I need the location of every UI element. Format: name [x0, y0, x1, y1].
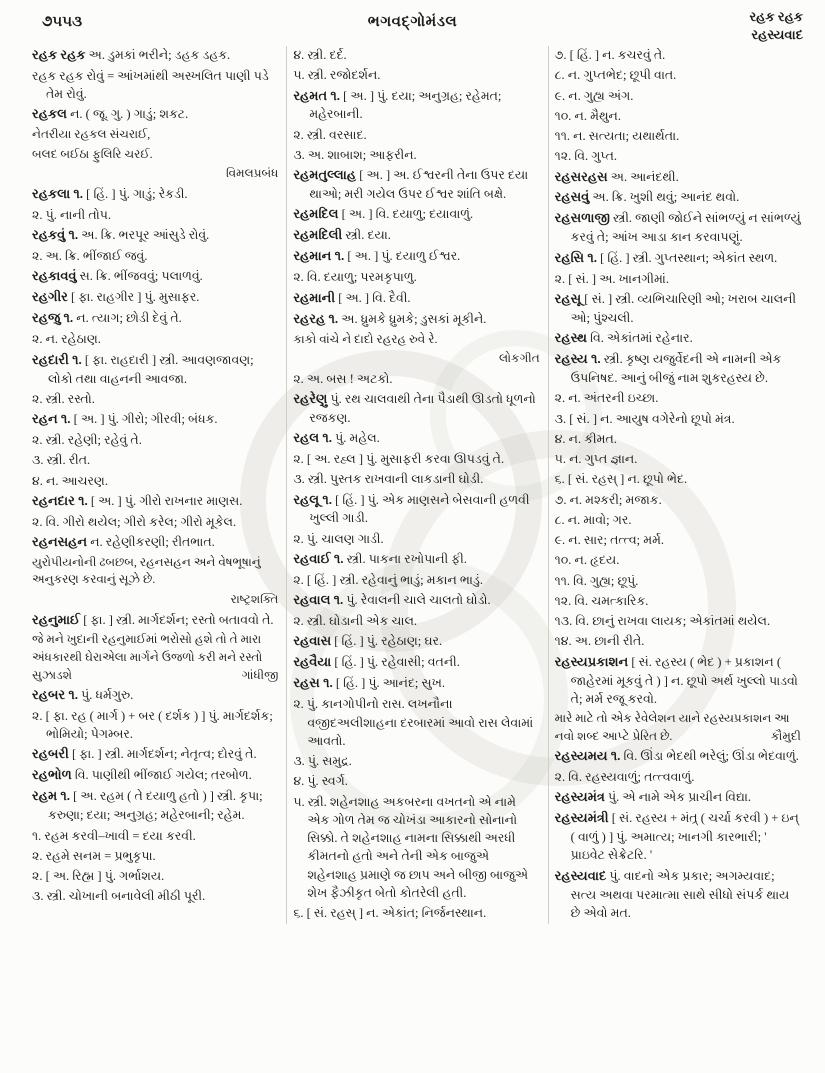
- dictionary-entry: રહગીર [ ફા. રાહગીર ] પું. મુસાફર.: [32, 289, 200, 305]
- entry-line: ૨. અ. બસ ! અટકો.: [293, 371, 393, 386]
- dictionary-entry: રહસ્યમય ૧. વિ. ઊંડા ભેદથી ભરેલું; ઊંડા ભેદવાળું.: [554, 748, 799, 764]
- headword: રહસ્યમંત્રી: [554, 810, 609, 826]
- running-head: [749, 8, 803, 43]
- headword: રહસ્ય ૧.: [554, 351, 601, 367]
- entry-line: ૨. [ અ. રિહ્મ ] પું. ગર્ભાશય.: [32, 869, 165, 884]
- dictionary-entry: રહસ્યમંત્ર પું. એ નામે એક પ્રાચીન વિદ્યા.: [554, 789, 752, 805]
- entry-line: ૩. સ્ત્રી. ચોખાની બનાવેલી મીઠી પૂરી.: [32, 889, 206, 904]
- dictionary-entry: રહભોળ વિ. પાણીથી ભીંજાઈ ગયેલ; તરબોળ.: [32, 767, 252, 783]
- headword: રહકલા ૧.: [32, 185, 84, 201]
- dictionary-entry: રહસૂ [ સં. ] સ્ત્રી. વ્યભિચારિણી ઓ; ખરાબ ચાલની ઓ; પુંશ્ચલી.: [554, 290, 797, 325]
- headword: રહભોળ: [32, 767, 72, 783]
- headword: રહસ્યપ્રકાશન: [554, 653, 629, 669]
- dictionary-entry: રહસ્થ વિ. એકાંતમાં રહેનાર.: [554, 330, 693, 346]
- column-3: [548, 46, 809, 924]
- dictionary-entry: રહલ ૧. પું. મહેલ.: [293, 430, 380, 446]
- headword: રહસિ ૧.: [554, 249, 597, 265]
- citation: રાષ્ટ્રશક્તિ: [230, 591, 279, 606]
- headword: રહસ્યવાદ: [554, 867, 607, 883]
- entry-line: ૨. રહમે સનમ = પ્રભુકૃપા.: [32, 848, 156, 863]
- entry-line: ૭. [ હિં. ] ન. કચરવું તે.: [554, 48, 666, 62]
- dictionary-entry: રહસ્યપ્રકાશન [ સં. રહસ્ય ( ભેદ ) + પ્રકાશન ( જાહેરમાં મૂકવું તે ) ] ન. છૂપો અર્થ ખુલ્લો પાડવો તે; મર્મ રજૂ કરવો.: [554, 653, 798, 706]
- dictionary-entry: રહન ૧. [ અ. ] પું. ગીરો; ગીરવી; બંધક.: [32, 411, 218, 427]
- entry-line: ૬. [ સં. રહસ્ ] ન. એકાંત; નિર્જનસ્થાન.: [293, 906, 487, 921]
- entry-line: ૧૧. ન. સત્યતા; યથાર્થતા.: [554, 129, 680, 143]
- entry-line: ૨. [ હિં. ] સ્ત્રી. રહેવાનું ભાડું; મકાન ભાડું.: [293, 572, 483, 587]
- entry-line: ૧૧. વિ. ગુહ્ય; છૂપું.: [554, 573, 639, 588]
- headword: રહનદાર ૧.: [32, 492, 88, 508]
- citation: કૌમુદી: [770, 728, 801, 743]
- headword: રહસ્યમય ૧.: [554, 748, 621, 764]
- entry-line: ૨. ન. રહેઠાણ.: [32, 332, 101, 347]
- dictionary-entry: રહસિ ૧. [ હિં. ] સ્ત્રી. ગુપ્તસ્થાન; એકાંત સ્થળ.: [554, 249, 778, 265]
- entry-line: ૨. [ સં. ] અ. ખાનગીમાં.: [554, 271, 669, 286]
- entry-line: ૫. સ્ત્રી. રજોદર્શન.: [293, 68, 381, 83]
- entry-line: ૨. પું. કાનગોપીનો રાસ. લખનૌના વજીદઅલીશાહના દરબારમાં આવો રાસ લેવામાં આવતો.: [293, 697, 534, 748]
- dictionary-entry: રહવાસ [ હિં. ] પું. રહેઠાણ; ઘર.: [293, 633, 443, 649]
- headword: રહમતુલ્લાહ: [293, 167, 357, 183]
- dictionary-entry: રહકવું ૧. અ. ક્રિ. ભરપૂર આંસુડે રોવું.: [32, 227, 210, 243]
- entry-line: ૯. ન. સાર; તત્ત્વ; મર્મ.: [554, 533, 665, 548]
- entry-line: ૪. પું. સ્વર્ગ.: [293, 774, 348, 789]
- headword: રહવાસ: [293, 633, 332, 649]
- entry-line: ૧૨. વિ. ગુપ્ત.: [554, 149, 617, 164]
- headword: રહસ્યમંત્ર: [554, 789, 605, 805]
- page-header: [0, 0, 825, 44]
- headword: રહલ ૧.: [293, 430, 332, 446]
- entry-line: ૨. અ. ક્રિ. ભીંજાઈ જવું.: [32, 249, 148, 264]
- headword: રહસ્થ: [554, 330, 588, 346]
- entry-line: ૪. ન. કીમત.: [554, 431, 617, 446]
- entry-line: ૨. સ્ત્રી. વરસાદ.: [293, 127, 367, 142]
- dictionary-entry: રહવૈયા [ હિં. ] પું. રહેવાસી; વતની.: [293, 654, 460, 670]
- page-number: ૭૫૫૩: [42, 14, 83, 30]
- dictionary-entry: રહસ્યમંત્રી [ સં. રહસ્ય + મંત્ર્ ( ચર્ચા કરવી ) + ઇન્ ( વાળું ) ] પું. અમાત્ય; ખાનગી કારભારી; ' પ્રાઇવેટ સેક્રેટરિ. ': [554, 810, 799, 863]
- entry-line: બલદ બઈઠા ફુલિરિ ચરઈ.: [32, 146, 153, 161]
- headword: રહબરી: [32, 746, 69, 762]
- entry-line: યુરોપીયનોની ઢબછબ, રહનસહન અને વેષભૂષાનું અનુકરણ કરવાનું સૂઝે છે.: [32, 554, 261, 587]
- headword: રહક રહક: [32, 47, 86, 62]
- entry-line: ૧૦. ન. હૃદય.: [554, 553, 620, 568]
- entry-line: ૨. પું. નાની તોપ.: [32, 207, 111, 222]
- dictionary-entry: રહસળાજી સ્ત્રી. જાણી જોઈને સાંભળ્યું ન સાંભળ્યું કરવું તે; આંખ આડા કાન કરવાપણું.: [554, 210, 801, 245]
- headword: રહવૈયા: [293, 654, 332, 670]
- dictionary-entry: રહબરી [ ફા. ] સ્ત્રી. માર્ગદર્શન; નેતૃત્વ; દોરવું તે.: [32, 746, 257, 762]
- headword: રહજુ ૧.: [32, 310, 74, 326]
- running-head-first-word: રહક રહક: [749, 9, 803, 24]
- dictionary-entry: રહમતુલ્લાહ [ અ. ] અ. ઈશ્વરની તેના ઉપર દયા થાઓ; મરી ગયેલ ઉપર ઈશ્વર શાંતિ બક્ષે.: [293, 167, 529, 202]
- citation: વિમલપ્રબંધ: [225, 166, 279, 181]
- dictionary-entry: રહસવું અ. ક્રિ. ખુશી થવું; આનંદ થવો.: [554, 189, 740, 205]
- dictionary-entry: રહકલા ૧. [ હિં. ] પું. ગાડું; રેકડી.: [32, 185, 188, 201]
- headword: રહમદિલ: [293, 206, 339, 222]
- headword: રહકવું ૧.: [32, 227, 79, 243]
- entry-line: મારે માટે તો એક રેવેલેશન યાને રહસ્યપ્રકાશન આ નવો શબ્દ આપ્ટે પ્રેરિત છે. કૌમુદી: [555, 710, 801, 745]
- dictionary-entry: રહજુ ૧. ન. ત્યાગ; છોડી દેવું તે.: [32, 310, 182, 326]
- dictionary-entry: રહમ ૧. [ અ. રહમ ( તે દયાળુ હતો ) ] સ્ત્રી. કૃપા; કરુણા; દયા; અનુગ્રહ; મહેરબાની; રહેમ.: [32, 788, 263, 823]
- headword: રહમદિલી: [293, 227, 343, 243]
- entry-line: ૨. વિ. દયાળુ; પરમકૃપાળુ.: [293, 270, 417, 285]
- column-1: [26, 46, 286, 924]
- entry-line: ૨. પું. ચાલણ ગાડી.: [293, 531, 384, 546]
- entry-line: ૯. ન. ગુહ્ય અંગ.: [554, 88, 634, 103]
- headword: રહસ ૧.: [293, 675, 333, 691]
- entry-line: ૫. ન. ગુપ્ત જ્ઞાન.: [554, 452, 638, 467]
- headword: રહમાની: [293, 289, 336, 305]
- headword: રહમ ૧.: [32, 788, 71, 804]
- dictionary-entry: રહવાઈ ૧. સ્ત્રી. પાકના રખોપાની ફી.: [293, 550, 467, 566]
- entry-line: ૪. ન. આચરણ.: [32, 473, 108, 488]
- book-title: ભગવદ્ગોમંડલ: [367, 14, 458, 30]
- entry-line: ૩. [ સં. ] ન. આયુષ વગેરેનો છૂપો મંત્ર.: [554, 411, 735, 426]
- entry-line: કાકો વાંચે ને દાદો રહરહ રુવે રે.: [293, 331, 438, 346]
- headword: રહબર ૧.: [32, 687, 78, 703]
- headword: રહરહ ૧.: [293, 310, 339, 326]
- entry-line: ૨. [ ફા. રહ ( માર્ગ ) + બર ( દર્શક ) ] પું. માર્ગદર્શક; ભોમિયો; પેગમ્બર.: [32, 708, 273, 742]
- entry-line: ૨. વિ. ગીરો થયેલ; ગીરો કરેલ; ગીરો મૂકેલ.: [32, 514, 237, 529]
- entry-line: ૬. [ સં. રહસ્ ] ન. છૂપો ભેદ.: [554, 472, 688, 487]
- entry-line: ૨. સ્ત્રી. રહેણી; રહેવું તે.: [32, 433, 142, 448]
- citation: ગાંધીજી: [241, 667, 279, 682]
- dictionary-entry: રહમદિલ [ અ. ] વિ. દયાળુ; દયાવાળું.: [293, 206, 474, 222]
- dictionary-entry: રહસરહસ અ. આનંદથી.: [554, 168, 679, 184]
- entry-line: ૨. ન. અંતરની ઇચ્છા.: [554, 391, 659, 406]
- headword: રહન ૧.: [32, 411, 71, 427]
- entry-line: ૨. સ્ત્રી. ઘોડાની એક ચાલ.: [293, 614, 418, 629]
- dictionary-entry: રહનદાર ૧. [ અ. ] પું. ગીરો રાખનાર માણસ.: [32, 492, 243, 508]
- headword: રહકલ: [32, 106, 67, 122]
- entry-line: ૩. સ્ત્રી. પુસ્તક રાખવાની લાકડાની ઘોડી.: [293, 472, 484, 487]
- columns-container: [0, 44, 825, 924]
- dictionary-entry: રહમત ૧. [ અ. ] પું. દયા; અનુગ્રહ; રહેમત; મહેરબાની.: [293, 87, 502, 122]
- headword: રહસળાજી: [554, 210, 610, 226]
- entry-line: ૮. ન. ગુપ્તભેદ; છૂપી વાત.: [554, 68, 677, 83]
- headword: રહલૂ ૧.: [293, 491, 332, 507]
- dictionary-entry: રહવાલ ૧. પું. રેવાલની ચાલે ચાલતો ઘોડો.: [293, 592, 491, 608]
- entry-line: ૭. ન. મશ્કરી; મજાક.: [554, 492, 662, 507]
- running-head-last-word: રહસ્યવાદ: [751, 26, 803, 42]
- entry-line: ૧. રહમ કરવી–ખાવી = દયા કરવી.: [32, 828, 196, 843]
- dictionary-entry: રહસ્ય ૧. સ્ત્રી. કૃષ્ણ યજુર્વેદની એ નામની એક ઉપનિષદ. આનું બીજું નામ શુકરહસ્ય છે.: [554, 351, 782, 386]
- headword: રહગીર: [32, 289, 68, 305]
- dictionary-entry: રહલૂ ૧. [ હિં. ] પું. એક માણસને બેસવાની હળવી ખુલ્લી ગાડી.: [293, 491, 530, 526]
- dictionary-entry: રહદારી ૧. [ ફા. રાહદારી ] સ્ત્રી. આવણજાવણ; લોકો તથા વાહનની આવજા.: [32, 351, 254, 386]
- headword: રહસૂ: [554, 290, 582, 306]
- entry-line: ૩. સ્ત્રી. રીત.: [32, 453, 91, 468]
- column-2: [286, 46, 547, 924]
- entry-line: ૧૨. વિ. ચમત્કારિક.: [554, 593, 649, 608]
- entry-line: ૮. ન. માવો; ગર.: [554, 512, 632, 527]
- dictionary-entry: રહમદિલી સ્ત્રી. દયા.: [293, 227, 391, 243]
- headword: રહવાલ ૧.: [293, 592, 344, 608]
- dictionary-entry: રહસ ૧. [ હિં. ] પું. આનંદ; સુખ.: [293, 675, 446, 691]
- headword: રહમત ૧.: [293, 87, 340, 103]
- entry-line: ૫. સ્ત્રી. શહેનશાહ અકબરના વખતનો એ નામે એક ગોળ તેમ જ ચોખંડા આકારનો સોનાનો સિક્કો. તે શહેનશાહ નામના સિક્કાથી અરધી કીમતનો હતો અને તેની એક બાજુએ શહેનશાહ પ્રમાણે જ છાપ અને બીજી બાજુએ શેખ ફૈઝીકૃત બેતો કોતરેલી હતી.: [293, 794, 529, 900]
- entry-line: ૨. સ્ત્રી. રસ્તો.: [32, 391, 95, 406]
- entry-line: ૧૦. ન. મૈથુન.: [554, 108, 621, 123]
- headword: રહનસહન: [32, 533, 88, 549]
- entry-line: રહક રહક રોવું = આંખમાંથી અસ્ખલિત પાણી પડે તેમ રોવું.: [32, 68, 269, 102]
- dictionary-entry: રહબર ૧. પું. ધર્મગુરુ.: [32, 687, 134, 703]
- headword: રહરેણુ: [293, 390, 328, 406]
- entry-line: ૧૩. વિ. છાનું રાખવા લાયક; એકાંતમાં થયેલ.: [554, 614, 771, 629]
- headword: રહદારી ૧.: [32, 351, 82, 367]
- dictionary-entry: રહનસહન ન. રહેણીકરણી; રીતભાત.: [32, 533, 215, 549]
- headword: રહકાવવું: [32, 268, 77, 284]
- entry-line: જે મને ખુદાની રહનુમાઈમાં ભરોસો હશે તો તે મારા અંધકારથી ઘેરાએલા માર્ગને ઉજળો કરી મને રસ્તો સુઝાડશે ગાંધીજી: [32, 631, 278, 684]
- dictionary-entry: રહરહ ૧. અ. ધ્રુમકે ધ્રુમકે; ડુસકાં મૂકીને.: [293, 310, 487, 326]
- dictionary-entry: રહનુમાઈ [ ફા. ] સ્ત્રી. માર્ગદર્શન; રસ્તો બતાવવો તે.: [32, 611, 274, 627]
- dictionary-entry: રહસ્યવાદ પું. વાદનો એક પ્રકાર; અગમ્યવાદ; સત્ય અથવા પરમાત્મા સાથે સીધો સંપર્ક થાય છે એવો મત.: [554, 867, 790, 920]
- dictionary-entry: રહમાન ૧. [ અ. ] પું. દયાળુ ઈશ્વર.: [293, 248, 461, 264]
- headword: રહસવું: [554, 189, 590, 205]
- headword: રહનુમાઈ: [32, 611, 81, 627]
- headword: રહસરહસ: [554, 168, 608, 184]
- entry-line: ૪. સ્ત્રી. દર્દ.: [293, 48, 347, 62]
- dictionary-entry: રહકલ ન. ( જૂ. ગુ. ) ગાડું; શકટ.: [32, 106, 189, 122]
- entry-line: ૧૪. અ. છાની રીતે.: [554, 634, 645, 649]
- dictionary-entry: રહકાવવું સ. ક્રિ. ભીંજવવું; પલાળવું.: [32, 268, 203, 284]
- headword: રહવાઈ ૧.: [293, 550, 344, 566]
- dictionary-entry: રહમાની [ અ. ] વિ. દૈવી.: [293, 289, 411, 305]
- headword: રહમાન ૧.: [293, 248, 345, 264]
- citation: લોકગીત: [498, 351, 540, 366]
- entry-line: ૨. વિ. રહસ્યવાળું; તત્ત્વવાળું.: [554, 770, 695, 784]
- entry-line: ૩. પું. સમુદ્ર.: [293, 754, 352, 769]
- dictionary-entry: રહરેણુ પું. રથ ચાલવાથી તેના પૈડાથી ઊડતો ધૂળનો રજકણ.: [293, 390, 536, 425]
- entry-line: ૩. અ. શાબાશ; આફરીન.: [293, 147, 417, 162]
- entry-line: નેતરીયા રહકલ સંચરાઈ,: [32, 127, 151, 142]
- dictionary-entry: રહક રહક અ. ડુમકાં ભરીને; ડહક ડહક.: [32, 47, 231, 62]
- entry-line: ૨. [ અ. રહ્લ ] પું. મુસાફરી કરવા ઊપડવું તે.: [293, 452, 505, 466]
